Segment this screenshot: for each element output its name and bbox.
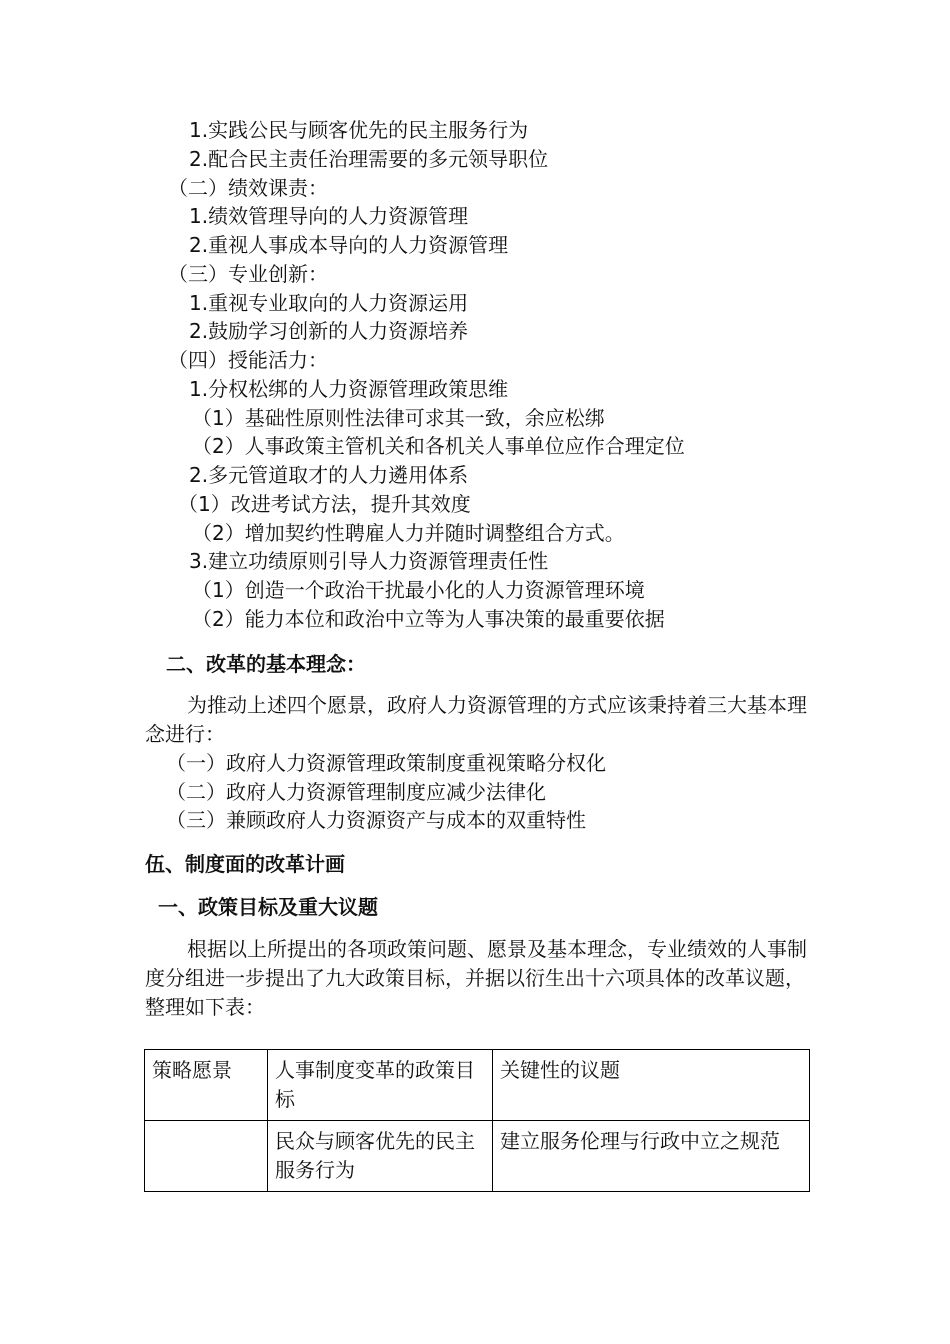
outline-line: 2.鼓励学习创新的人力资源培养 — [189, 319, 469, 343]
outline-line: 1.绩效管理导向的人力资源管理 — [189, 204, 469, 228]
outline-subline: （2）能力本位和政治中立等为人事决策的最重要依据 — [192, 607, 665, 631]
outline-subline: （2）人事政策主管机关和各机关人事单位应作合理定位 — [192, 434, 685, 458]
subsection-paragraph: 根据以上所提出的各项政策问题、愿景及基本理念，专业绩效的人事制度分组进一步提出了九大政策目标，并据以衍生出十六项具体的改革议题，整理如下表： — [145, 937, 807, 1019]
outline-subline: （1）改进考试方法，提升其效度 — [178, 492, 471, 516]
table-cell — [145, 1121, 268, 1192]
table-cell: 民众与顾客优先的民主服务行为 — [268, 1121, 493, 1192]
outline-line: 2.配合民主责任治理需要的多元领导职位 — [189, 147, 549, 171]
table-cell: 建立服务伦理与行政中立之规范 — [493, 1121, 810, 1192]
table-header-cell: 人事制度变革的政策目标 — [268, 1050, 493, 1121]
outline-line: 1.重视专业取向的人力资源运用 — [189, 291, 469, 315]
outline-line: 2.多元管道取才的人力遴用体系 — [189, 463, 469, 487]
outline-heading: （三）专业创新： — [168, 262, 328, 286]
table-header-cell: 策略愿景 — [145, 1050, 268, 1121]
concept-item: （一）政府人力资源管理政策制度重视策略分权化 — [166, 751, 606, 775]
section-intro-paragraph: 为推动上述四个愿景，政府人力资源管理的方式应该秉持着三大基本理念进行： — [145, 693, 807, 746]
outline-heading: （二）绩效课责： — [168, 176, 328, 200]
subsection-heading: 一、政策目标及重大议题 — [158, 895, 378, 919]
table-header-row — [145, 1050, 810, 1121]
concept-item: （二）政府人力资源管理制度应减少法律化 — [166, 780, 546, 804]
outline-line: 1.分权松绑的人力资源管理政策思维 — [189, 377, 509, 401]
table-header-cell: 关键性的议题 — [493, 1050, 810, 1121]
outline-subline: （2）增加契约性聘雇人力并随时调整组合方式。 — [192, 521, 625, 545]
outline-subline: （1）基础性原则性法律可求其一致，余应松绑 — [192, 406, 605, 430]
section-heading: 二、改革的基本理念： — [166, 652, 366, 676]
chapter-heading: 伍、制度面的改革计画 — [145, 852, 345, 876]
concept-item: （三）兼顾政府人力资源资产与成本的双重特性 — [166, 808, 586, 832]
outline-heading: （四）授能活力： — [168, 348, 328, 372]
outline-line: 3.建立功绩原则引导人力资源管理责任性 — [189, 549, 549, 573]
outline-line: 1.实践公民与顾客优先的民主服务行为 — [189, 118, 529, 142]
reform-table — [144, 1049, 810, 1192]
outline-subline: （1）创造一个政治干扰最小化的人力资源管理环境 — [192, 578, 645, 602]
outline-line: 2.重视人事成本导向的人力资源管理 — [189, 233, 509, 257]
table-row — [145, 1121, 810, 1192]
